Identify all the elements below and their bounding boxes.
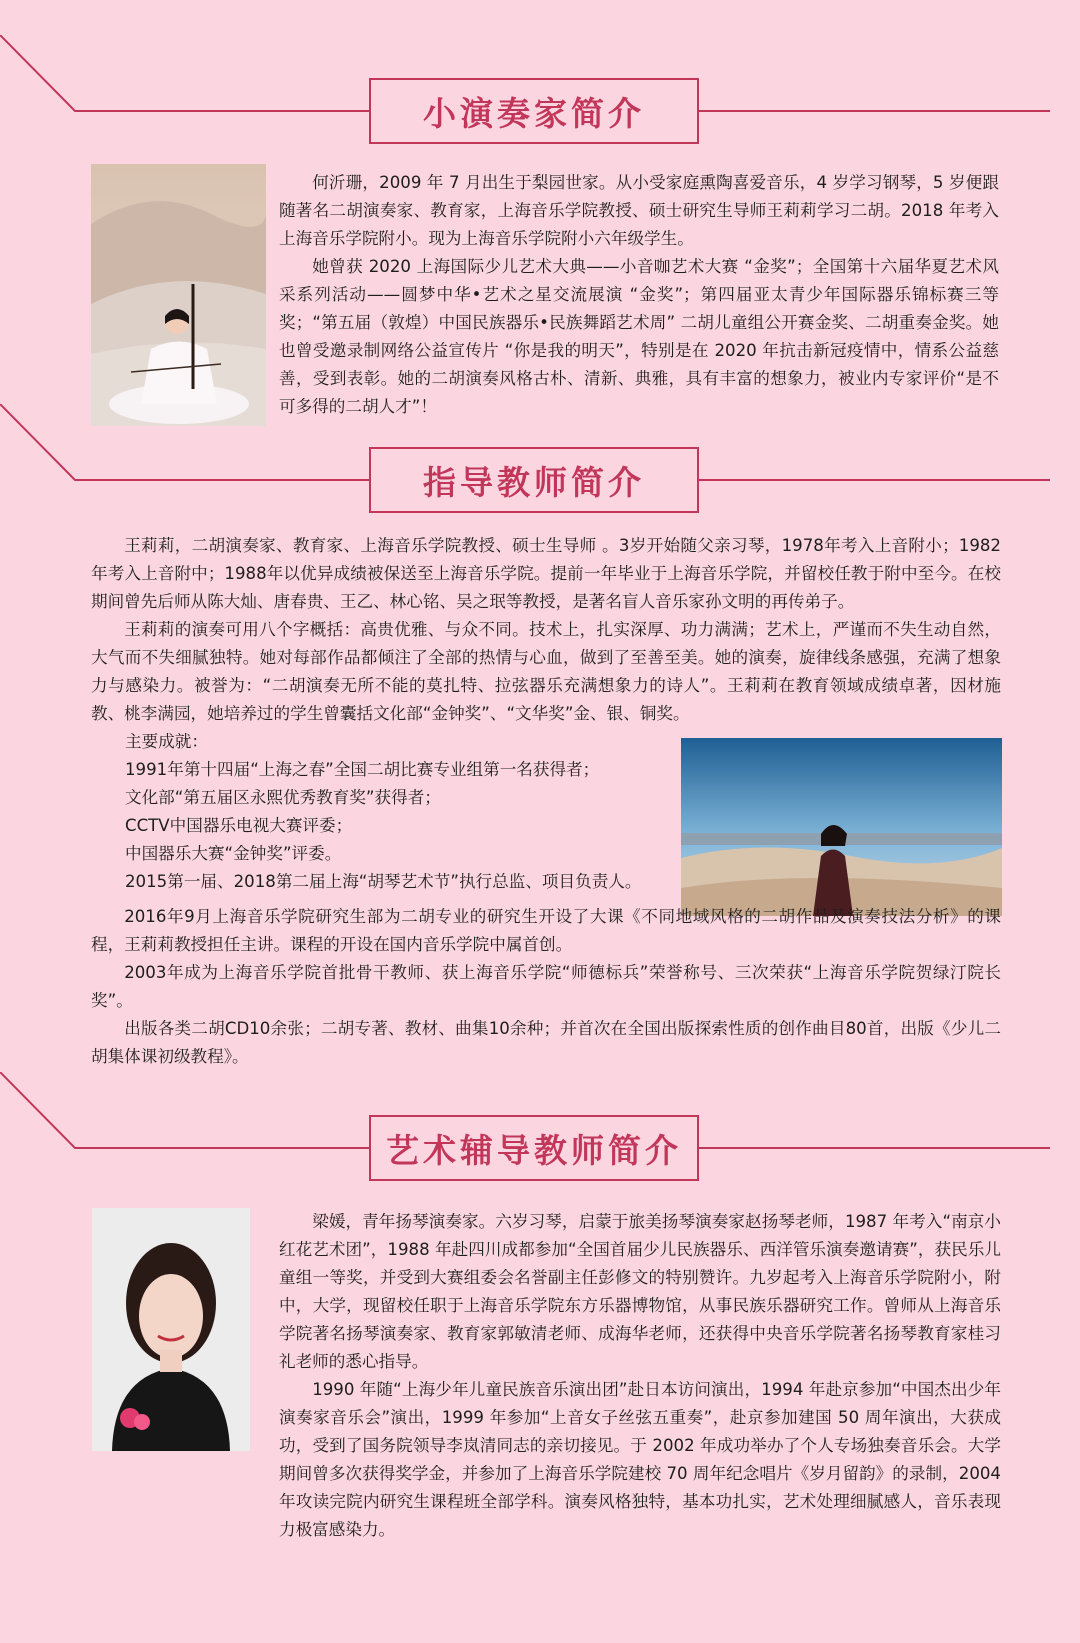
performer-photo <box>91 164 266 426</box>
teacher-paragraph: 王莉莉的演奏可用八个字概括：高贵优雅、与众不同。技术上，扎实深厚、功力满满；艺术上，严谨而不失生动自然，大气而不失细腻独特。她对每部作品都倾注了全部的热情与心血，做到了至善至美。她的演奏，旋律线条感强，充满了想象力与感染力。被誉为：“二胡演奏无所不能的莫扎特、拉弦器乐充满想象力的诗人”。王莉莉在教育领域成绩卓著，因材施教、桃李满园，她培养过的学生曾囊括文化部“金钟奖”、“文华奖”金、银、铜奖。 <box>91 620 1001 723</box>
achievement-item: 2015第一届、2018第二届上海“胡琴艺术节”执行总监、项目负责人。 <box>125 872 642 891</box>
art-tutor-bio <box>279 1208 1001 1544</box>
section-title-art-tutor-text: 艺术辅导教师简介 <box>386 1130 682 1170</box>
performer-paragraph: 何沂珊，2009 年 7 月出生于梨园世家。从小受家庭熏陶喜爱音乐，4 岁学习钢琴，5 岁便跟随著名二胡演奏家、教育家，上海音乐学院教授、硕士研究生导师王莉莉学习二胡。2018 年考入上海音乐学院附小。现为上海音乐学院附小六年级学生。 <box>279 173 999 248</box>
teacher-paragraph: 2016年9月上海音乐学院研究生部为二胡专业的研究生开设了大课《不同地域风格的二胡作品及演奏技法分析》的课程，王莉莉教授担任主讲。课程的开设在国内音乐学院中属首创。 <box>91 907 1001 954</box>
teacher-more <box>91 903 1001 1071</box>
art-tutor-paragraph: 梁媛，青年扬琴演奏家。六岁习琴，启蒙于旅美扬琴演奏家赵扬琴老师，1987 年考入“南京小红花艺术团”，1988 年赴四川成都参加“全国首届少儿民族器乐、西洋管乐演奏邀请赛”，获民乐儿童组一等奖，并受到大赛组委会名誉副主任彭修文的特别赞许。九岁起考入上海音乐学院附小，附中，大学，现留校任职于上海音乐学院东方乐器博物馆，从事民族乐器研究工作。曾师从上海音乐学院著名扬琴演奏家、教育家郭敏清老师、成海华老师，还获得中央音乐学院著名扬琴教育家桂习礼老师的悉心指导。 <box>279 1212 1001 1371</box>
section-title-teacher <box>369 447 699 513</box>
section-title-performer-text: 小演奏家简介 <box>423 93 645 133</box>
performer-paragraph: 她曾获 2020 上海国际少儿艺术大典——小音咖艺术大赛 “金奖”；全国第十六届华夏艺术风采系列活动——圆梦中华•艺术之星交流展演 “金奖”；第四届亚太青少年国际器乐锦标赛三等奖；“第五届（敦煌）中国民族器乐•民族舞蹈艺术周” 二胡儿童组公开赛金奖、二胡重奏金奖。她也曾受邀录制网络公益宣传片 “你是我的明天”，特别是在 2020 年抗击新冠疫情中，情系公益慈善，受到表彰。她的二胡演奏风格古朴、清新、典雅，具有丰富的想象力，被业内专家评价“是不可多得的二胡人才”！ <box>279 257 999 416</box>
achievements-heading: 主要成就： <box>125 732 208 751</box>
section-title-performer <box>369 78 699 144</box>
section-title-art-tutor <box>369 1115 699 1181</box>
teacher-bio <box>91 532 1001 728</box>
teacher-photo <box>681 738 1002 916</box>
teacher-paragraph: 出版各类二胡CD10余张；二胡专著、教材、曲集10余种；并首次在全国出版探索性质的创作曲目80首，出版《少儿二胡集体课初级教程》。 <box>91 1019 1001 1066</box>
achievement-item: 中国器乐大赛“金钟奖”评委。 <box>125 844 342 863</box>
teacher-paragraph: 2003年成为上海音乐学院首批骨干教师、获上海音乐学院“师德标兵”荣誉称号、三次荣获“上海音乐学院贺绿汀院长奖”。 <box>91 963 1001 1010</box>
art-tutor-photo <box>92 1208 250 1451</box>
performer-bio <box>279 169 999 421</box>
achievement-item: 1991年第十四届“上海之春”全国二胡比赛专业组第一名获得者； <box>125 760 600 779</box>
achievement-item: 文化部“第五届区永熙优秀教育奖”获得者； <box>125 788 441 807</box>
section-title-teacher-text: 指导教师简介 <box>423 462 645 502</box>
art-tutor-paragraph: 1990 年随“上海少年儿童民族音乐演出团”赴日本访问演出，1994 年赴京参加“中国杰出少年演奏家音乐会”演出，1999 年参加“上音女子丝弦五重奏”，赴京参加建国 50 周年演出，大获成功，受到了国务院领导李岚清同志的亲切接见。于 2002 年成功举办了个人专场独奏音乐会。大学期间曾多次获得奖学金，并参加了上海音乐学院建校 70 周年纪念唱片《岁月留韵》的录制，2004 年攻读完院内研究生课程班全部学科。演奏风格独特，基本功扎实，艺术处理细腻感人，音乐表现力极富感染力。 <box>279 1380 1001 1539</box>
achievement-item: CCTV中国器乐电视大赛评委； <box>125 816 353 835</box>
teacher-paragraph: 王莉莉，二胡演奏家、教育家、上海音乐学院教授、硕士生导师 。3岁开始随父亲习琴，1978年考入上音附小；1982年考入上音附中；1988年以优异成绩被保送至上海音乐学院。提前一年毕业于上海音乐学院，并留校任教于附中至今。在校期间曾先后师从陈大灿、唐春贵、王乙、林心铭、吴之珉等教授，是著名盲人音乐家孙文明的再传弟子。 <box>91 536 1001 611</box>
